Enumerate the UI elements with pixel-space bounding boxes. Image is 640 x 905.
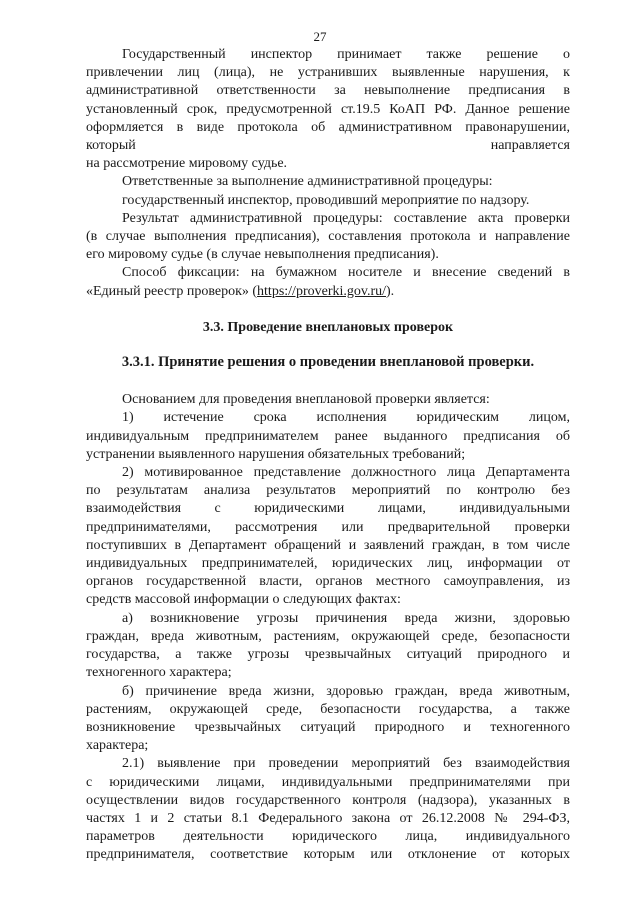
- text-line: привлечении лиц (лица), не устранивших выявленные нарушения, к: [86, 65, 570, 81]
- text-line: Государственный инспектор принимает также решение о: [122, 47, 570, 62]
- text-line: средств массовой информации о следующих фактах:: [86, 592, 401, 608]
- page-number: 27: [313, 29, 327, 44]
- subsection-heading-3-3-1: 3.3.1. Принятие решения о проведении внеплановой проверки.: [121, 354, 535, 371]
- paragraph-inspector-decision: [86, 46, 570, 173]
- text-line: установленный срок, предусмотренной ст.19.5 КоАП РФ. Данное решение: [86, 101, 570, 117]
- text-line: взаимодействия с юридическими лицами, индивидуальными: [86, 501, 570, 517]
- text-line: частях 1 и 2 статьи 8.1 Федерального закона от 26.12.2008 № 294-ФЗ,: [86, 810, 570, 826]
- paragraph-result: [86, 210, 570, 265]
- text-line: органов государственной власти, органов местного самоуправления, из: [86, 574, 570, 590]
- text-line: который направляется: [86, 138, 570, 154]
- document-body: [86, 46, 570, 865]
- text-line: устранении выявленного нарушения обязательных требований;: [86, 446, 466, 462]
- text-line: возникновение чрезвычайных ситуаций природного и техногенного: [86, 719, 570, 735]
- paragraph-fixation: [86, 264, 570, 300]
- text-line: растениям, окружающей среде, безопасности государства, а также: [86, 701, 570, 717]
- text-fragment: ).: [386, 283, 395, 299]
- text-line: Основанием для проведения внеплановой проверки является:: [122, 392, 490, 408]
- paragraph-responsible: [86, 173, 570, 209]
- text-line: индивидуальных предпринимателей, юридических лиц, информации от: [86, 556, 570, 572]
- text-line: характера;: [86, 738, 149, 754]
- text-line: (в случае выполнения предписания), составления протокола и направление: [86, 229, 570, 245]
- text-line: 2) мотивированное представление должностного лица Департамента: [122, 465, 570, 481]
- text-line: оформляется в виде протокола об административном правонарушении,: [86, 119, 570, 135]
- text-line: параметров деятельности юридического лица, индивидуального: [86, 829, 570, 845]
- text-line: по результатам анализа результатов мероприятий по контролю без: [86, 483, 570, 499]
- list-item-a: [86, 610, 570, 683]
- list-item-2: [86, 464, 570, 610]
- text-line: индивидуальным предпринимателем ранее выданного предписания об: [86, 428, 570, 444]
- text-line: на рассмотрение мировому судье.: [86, 156, 288, 172]
- text-line: административной ответственности за невыполнение предписания в: [86, 83, 570, 99]
- text-line: б) причинение вреда жизни, здоровью граждан, вреда животным,: [122, 683, 570, 699]
- proverki-link[interactable]: https://proverki.gov.ru/: [257, 283, 387, 299]
- text-line: осуществлении видов государственного контроля (надзора), указанных в: [86, 792, 570, 808]
- text-line: предпринимателями, рассмотрения или предварительной проверки: [86, 519, 570, 535]
- text-line: поступивших в Департамент обращений и заявлений граждан, в том числе: [86, 537, 570, 553]
- text-fragment: «Единый реестр проверок» (: [86, 283, 258, 299]
- text-line: его мировому судье (в случае невыполнения предписания).: [86, 247, 439, 263]
- text-line: техногенного характера;: [86, 665, 232, 681]
- text-line: государства, а также угрозы чрезвычайных ситуаций природного и: [86, 647, 570, 663]
- text-line: Ответственные за выполнение административной процедуры:: [122, 174, 493, 190]
- text-line: [86, 283, 570, 301]
- text-line: 1) истечение срока исполнения юридическим лицом,: [122, 410, 570, 426]
- text-line: граждан, вреда животным, растениям, окружающей среде, безопасности: [86, 628, 570, 644]
- paragraph-basis: [86, 391, 570, 409]
- section-heading-3-3: 3.3. Проведение внеплановых проверок: [202, 319, 454, 335]
- text-line: Способ фиксации: на бумажном носителе и внесение сведений в: [122, 265, 570, 281]
- list-item-2-1: [86, 755, 570, 864]
- text-line: 2.1) выявление при проведении мероприятий без взаимодействия: [122, 756, 570, 772]
- text-line: Результат административной процедуры: составление акта проверки: [122, 210, 570, 226]
- text-line: предпринимателя, соответствие которым или отклонение от которых: [86, 847, 570, 863]
- list-item-b: [86, 683, 570, 756]
- list-item-1: [86, 409, 570, 464]
- text-line: государственный инспектор, проводивший мероприятие по надзору.: [122, 192, 530, 208]
- text-line: с юридическими лицами, индивидуальными предпринимателями при: [86, 774, 570, 790]
- text-line: а) возникновение угрозы причинения вреда жизни, здоровью: [122, 610, 570, 626]
